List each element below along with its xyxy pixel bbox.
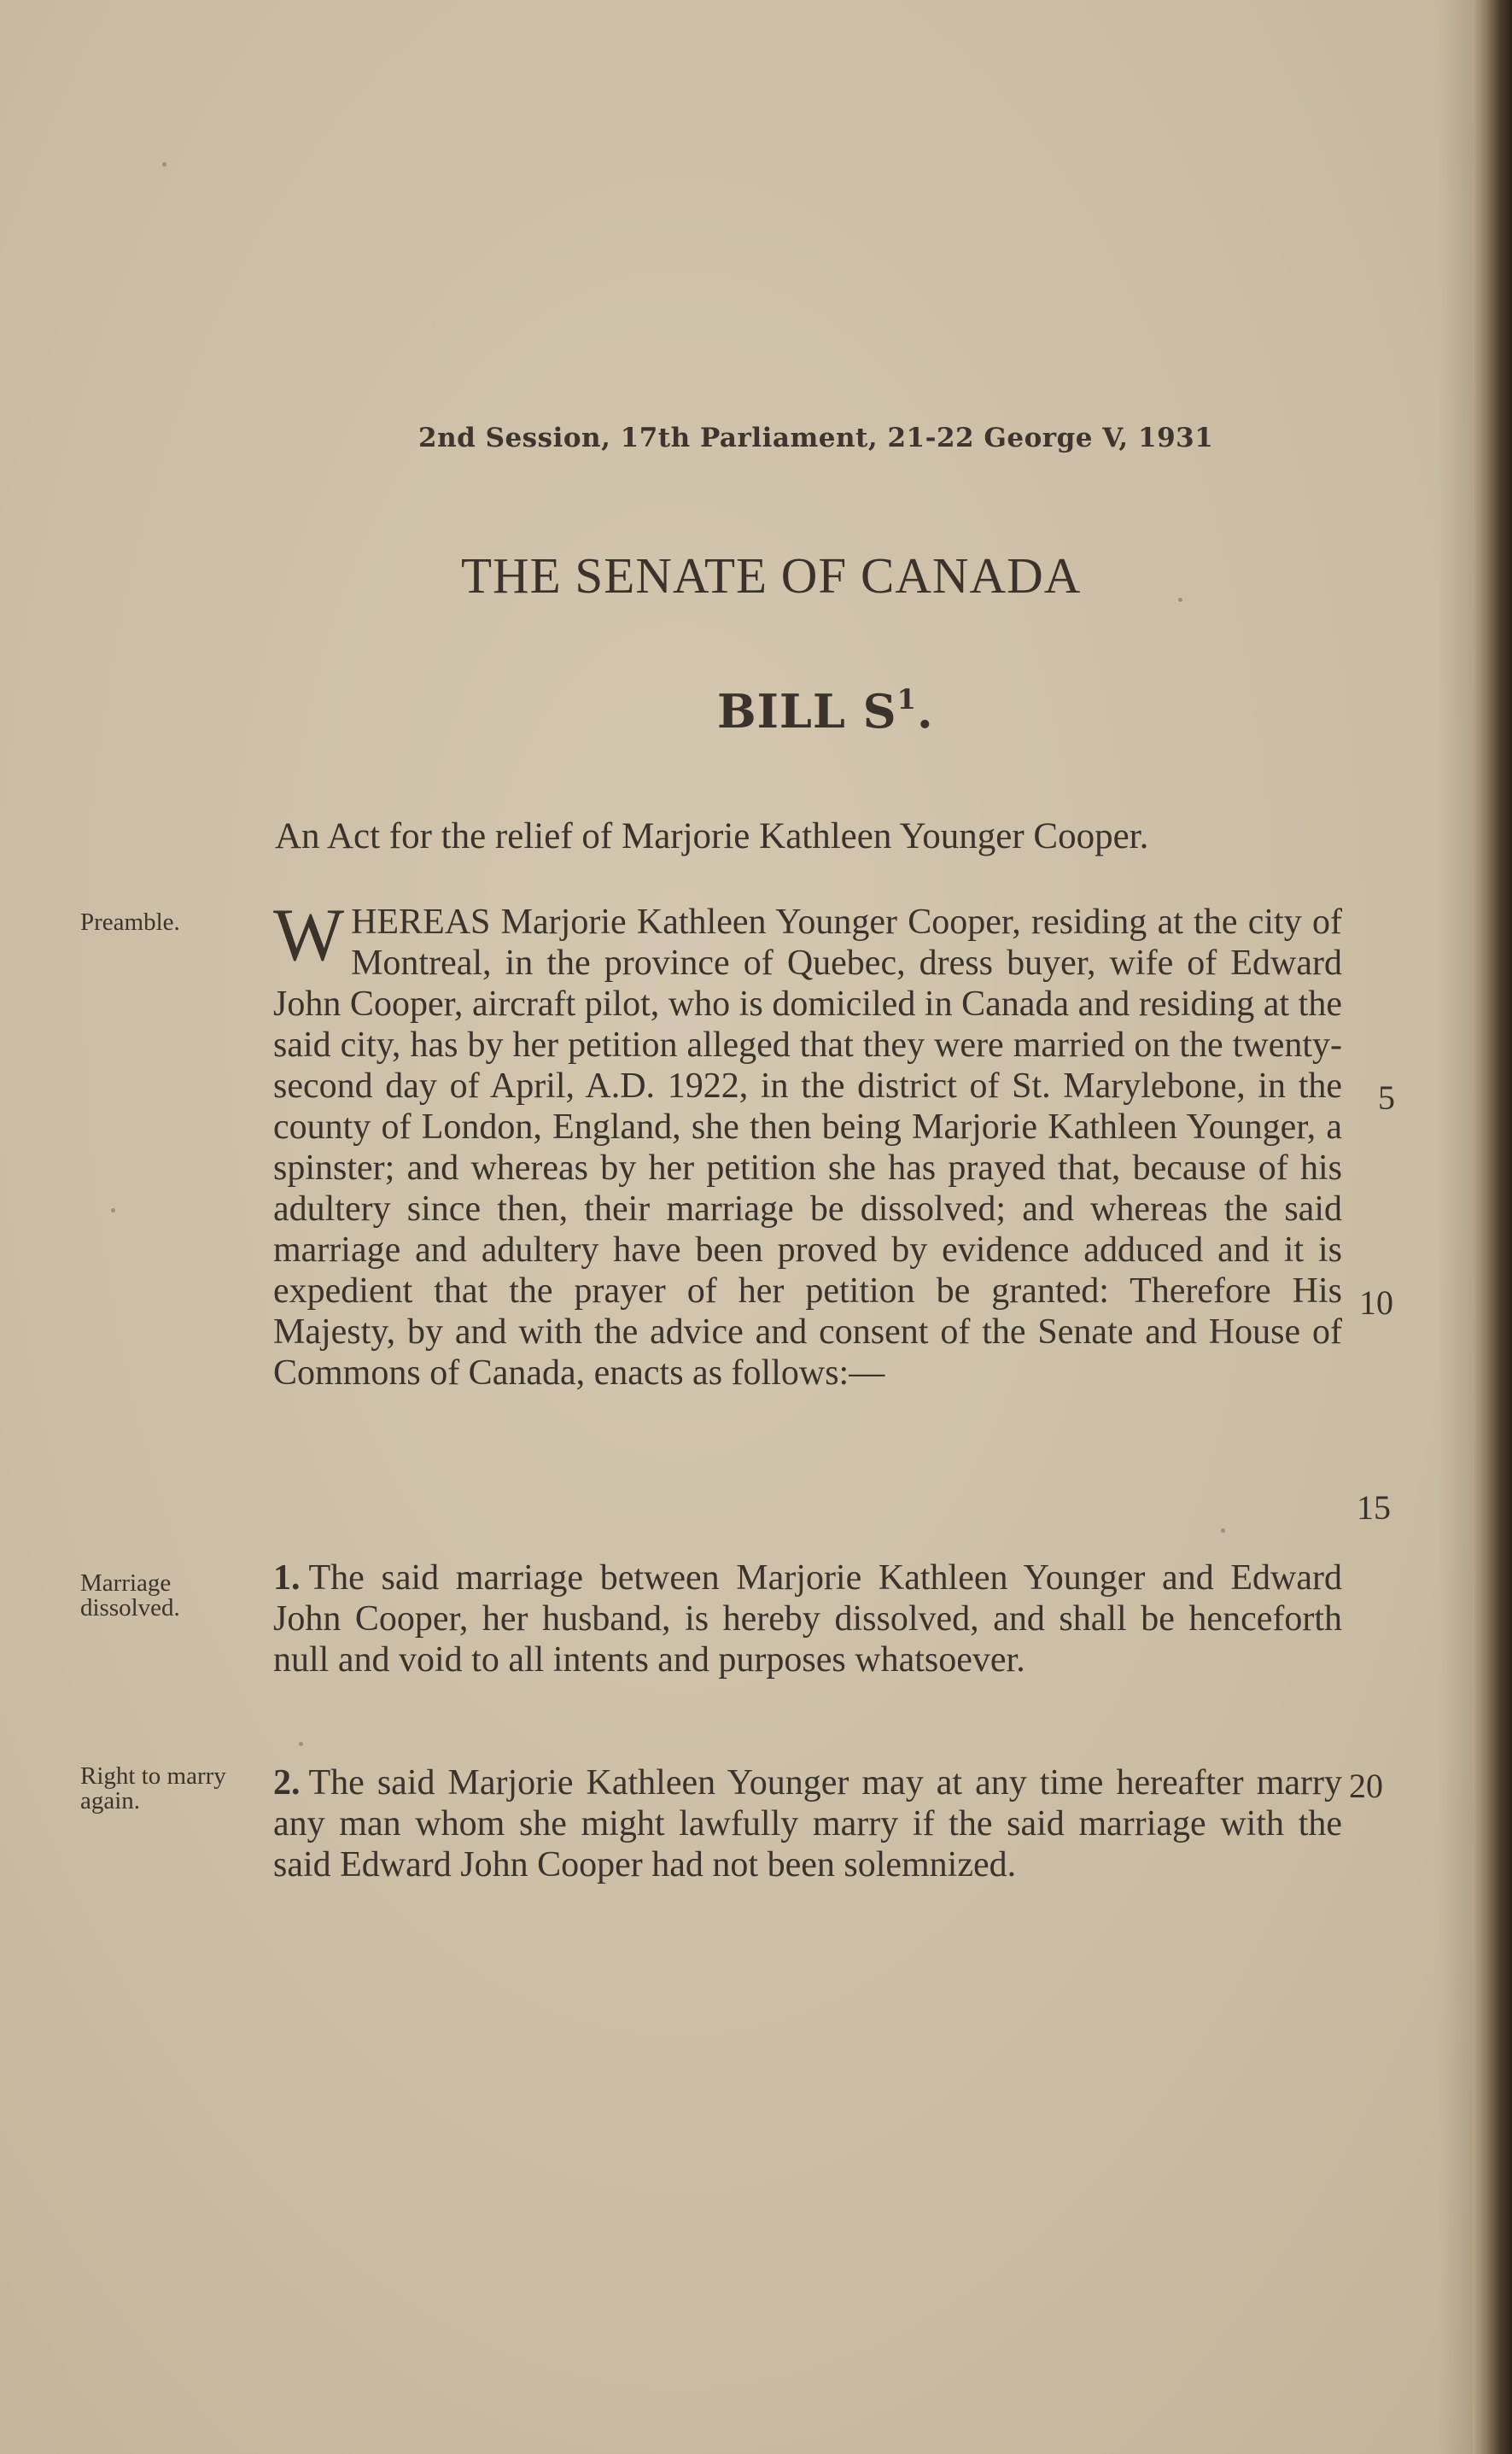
bill-superscript: 1 xyxy=(896,683,917,716)
paper-speck xyxy=(299,1742,303,1746)
line-number-20: 20 xyxy=(1349,1767,1383,1805)
section-1-text: The said marriage between Marjorie Kathleen Younger and Edward John Cooper, her husband, is hereby dissolved, and shall be henceforth null and void to all intents and purposes whatsoever. xyxy=(273,1558,1342,1680)
bill-period: . xyxy=(916,684,934,739)
section-1-number: 1. xyxy=(273,1558,301,1598)
paper-speck xyxy=(1221,1528,1225,1533)
line-number-5: 5 xyxy=(1378,1078,1395,1117)
preamble-paragraph xyxy=(273,894,1342,1394)
act-short-title: An Act for the relief of Marjorie Kathleen Younger Cooper. xyxy=(275,816,1149,856)
binding-shadow xyxy=(1439,0,1473,2454)
margin-note-marriage-dissolved: Marriage dissolved. xyxy=(80,1569,180,1621)
dropcap-letter: W xyxy=(273,894,345,977)
section-2-number: 2. xyxy=(273,1763,301,1803)
section-2-paragraph xyxy=(273,1762,1342,1885)
paper-speck xyxy=(1178,598,1182,602)
senate-heading: THE SENATE OF CANADA xyxy=(461,547,1082,604)
line-number-10: 10 xyxy=(1359,1283,1393,1322)
paper-speck xyxy=(111,1208,115,1212)
margin-note-preamble: Preamble. xyxy=(80,909,180,936)
bill-label: BILL S xyxy=(717,684,897,739)
line-number-15: 15 xyxy=(1357,1488,1391,1527)
book-binding xyxy=(1473,0,1512,2454)
paper-speck xyxy=(162,162,166,167)
section-1-paragraph xyxy=(273,1557,1342,1680)
section-2-text: The said Marjorie Kathleen Younger may at any time hereafter marry any man whom she might lawfully marry if the said marriage with the said Edward John Cooper had not been solemnized. xyxy=(273,1763,1342,1884)
margin-note-right-to-marry: Right to marry again. xyxy=(80,1762,226,1814)
preamble-text: HEREAS Marjorie Kathleen Younger Cooper, residing at the city of Montreal, in the province of Quebec, dress buyer, wife of Edward John Cooper, aircraft pilot, who is domiciled in Canada and residing at the said city, has by her petition alleged that they were married on the twenty-second day of April, A.D. 1922, in the district of St. Marylebone, in the county of London, England, she then being Marjorie Kathleen Younger, a spinster; and whereas by her petition she has prayed that, because of his adultery since then, their marriage be dissolved; and whereas the said marriage and adultery have been proved by evidence adduced and it is expedient that the prayer of her petition be granted: Therefore His Majesty, by and with the advice and consent of the Senate and House of Commons of Canada, enacts as follows:— xyxy=(273,903,1342,1393)
bill-number xyxy=(717,683,934,739)
session-heading: 2nd Session, 17th Parliament, 21-22 George V, 1931 xyxy=(418,423,1214,453)
